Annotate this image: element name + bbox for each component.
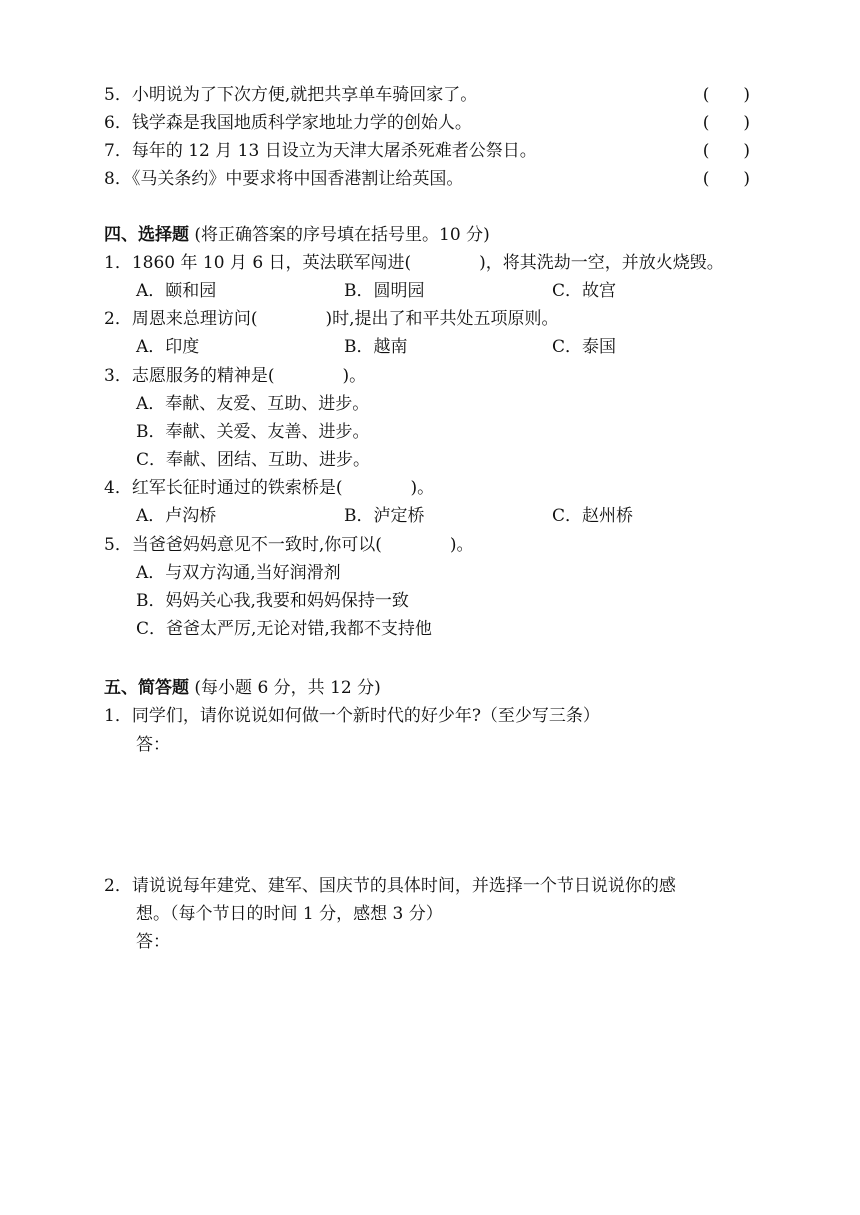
option[interactable]: A．印度 xyxy=(136,337,200,357)
option[interactable]: B．泸定桥 xyxy=(344,506,425,526)
answer-blank[interactable]: ( ) xyxy=(702,141,750,161)
option[interactable]: B．圆明园 xyxy=(344,281,425,301)
tf-item: 7．每年的 12 月 13 日设立为天津大屠杀死难者公祭日。 ( ) xyxy=(104,141,750,161)
question-stem: 1．同学们，请你说说如何做一个新时代的好少年?（至少写三条） xyxy=(104,706,600,726)
tf-item: 5．小明说为了下次方便,就把共享单车骑回家了。 ( ) xyxy=(104,85,750,105)
option[interactable]: B．妈妈关心我,我要和妈妈保持一致 xyxy=(136,591,409,611)
answer-blank[interactable]: ( ) xyxy=(702,113,750,133)
section-heading xyxy=(104,676,860,700)
section-heading xyxy=(104,223,860,247)
option[interactable]: C．赵州桥 xyxy=(552,506,634,526)
section-note: (将正确答案的序号填在括号里。10 分) xyxy=(189,225,490,245)
section-note: (每小题 6 分，共 12 分) xyxy=(189,678,381,698)
option[interactable]: C．泰国 xyxy=(552,337,617,357)
option[interactable]: B．奉献、关爱、友善、进步。 xyxy=(136,422,370,442)
option[interactable]: A．与双方沟通,当好润滑剂 xyxy=(136,563,341,583)
tf-item: 6．钱学森是我国地质科学家地址力学的创始人。 ( ) xyxy=(104,113,750,133)
question-stem: 2．周恩来总理访问( )时,提出了和平共处五项原则。 xyxy=(104,309,559,329)
question-stem: 3．志愿服务的精神是( )。 xyxy=(104,366,367,386)
answer-blank[interactable]: ( ) xyxy=(702,169,750,189)
question-stem-continued: 想。（每个节日的时间 1 分，感想 3 分） xyxy=(136,904,443,924)
option-row xyxy=(136,504,860,528)
section-title: 五、简答题 xyxy=(104,678,189,698)
question-stem: 4．红军长征时通过的铁索桥是( )。 xyxy=(104,478,435,498)
question-stem: 1．1860 年 10 月 6 日，英法联军闯进( )，将其洗劫一空，并放火烧毁。 xyxy=(104,253,724,273)
option[interactable]: A．颐和园 xyxy=(136,281,217,301)
question-stem: 5．当爸爸妈妈意见不一致时,你可以( )。 xyxy=(104,535,474,555)
option[interactable]: B．越南 xyxy=(344,337,408,357)
option[interactable]: A．卢沟桥 xyxy=(136,506,217,526)
option-row xyxy=(136,279,860,303)
option-row xyxy=(136,335,860,359)
option[interactable]: C．爸爸太严厉,无论对错,我都不支持他 xyxy=(136,619,432,639)
option[interactable]: A．奉献、友爱、互助、进步。 xyxy=(136,394,370,414)
section-title: 四、选择题 xyxy=(104,225,189,245)
tf-item: 8．《马关条约》中要求将中国香港割让给英国。 ( ) xyxy=(104,169,750,189)
answer-label[interactable]: 答： xyxy=(136,735,170,755)
option[interactable]: C．奉献、团结、互助、进步。 xyxy=(136,450,371,470)
question-stem: 2．请说说每年建党、建军、国庆节的具体时间，并选择一个节日说说你的感 xyxy=(104,876,676,896)
answer-blank[interactable]: ( ) xyxy=(702,85,750,105)
answer-label[interactable]: 答： xyxy=(136,932,170,952)
option[interactable]: C．故宫 xyxy=(552,281,617,301)
